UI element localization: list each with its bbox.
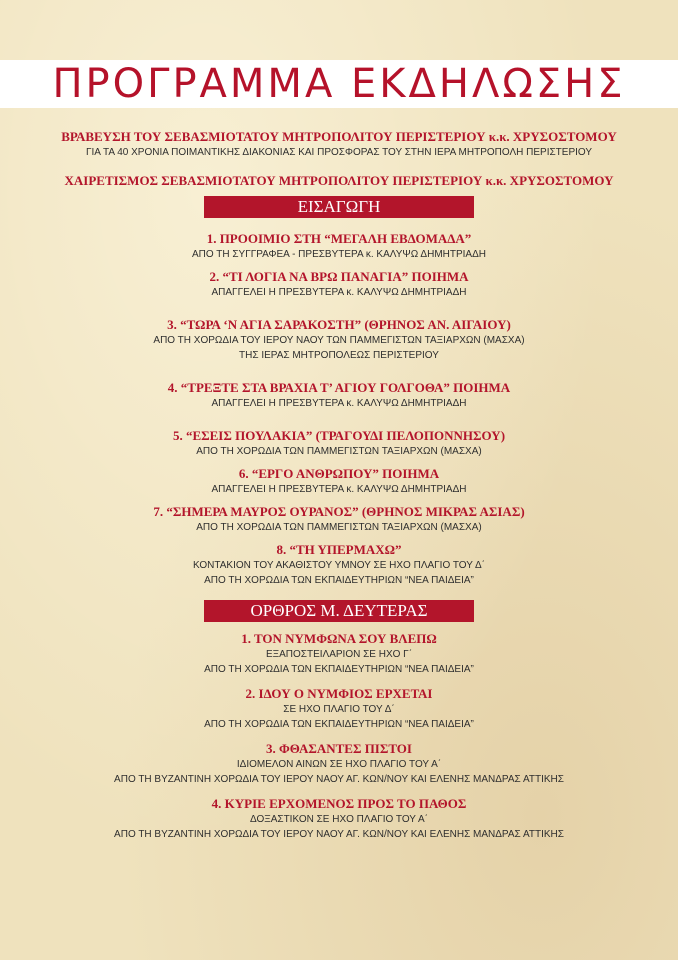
program-item (0, 427, 678, 459)
program-item (0, 740, 678, 787)
greeting-title: ΧΑΙΡΕΤΙΣΜΟΣ ΣΕΒΑΣΜΙΟΤΑΤΟΥ ΜΗΤΡΟΠΟΛΙΤΟΥ ΠΕΡΙΣΤΕΡΙΟΥ κ.κ. ΧΡΥΣΟΣΤΟΜΟΥ (64, 173, 614, 188)
section-heading: ΕΙΣΑΓΩΓΗ (204, 196, 474, 218)
item-title: 4. “ΤΡΕΞΤΕ ΣΤΑ ΒΡΑΧΙΑ Τ’ ΑΓΙΟΥ ΓΟΛΓΟΘΑ” ΠΟΙΗΜΑ (167, 380, 511, 395)
item-title: 7. “ΣΗΜΕΡΑ ΜΑΥΡΟΣ ΟΥΡΑΝΟΣ” (ΘΡΗΝΟΣ ΜΙΚΡΑΣ ΑΣΙΑΣ) (153, 504, 525, 519)
award-subtitle: ΓΙΑ ΤΑ 40 ΧΡΟΝΙΑ ΠΟΙΜΑΝΤΙΚΗΣ ΔΙΑΚΟΝΙΑΣ ΚΑΙ ΠΡΟΣΦΟΡΑΣ ΤΟΥ ΣΤΗΝ ΙΕΡΑ ΜΗΤΡΟΠΟΛΗ ΠΕΡΙΣΤΕΡΙΟΥ (85, 147, 593, 158)
program-item (0, 316, 678, 363)
item-detail: ΑΠΟ ΤΗ ΒΥΖΑΝΤΙΝΗ ΧΟΡΩΔΙΑ ΤΟΥ ΙΕΡΟΥ ΝΑΟΥ ΑΓ. ΚΩΝ/ΝΟΥ ΚΑΙ ΕΛΕΝΗΣ ΜΑΝΔΡΑΣ ΑΤΤΙΚΗΣ (114, 774, 564, 785)
item-detail: ΑΠΟ ΤΗ ΧΟΡΩΔΙΑ ΤΩΝ ΠΑΜΜΕΓΙΣΤΩΝ ΤΑΞΙΑΡΧΩΝ (ΜΑΣΧΑ) (196, 446, 482, 457)
item-detail: ΑΠΟ ΤΗ ΧΟΡΩΔΙΑ ΤΩΝ ΕΚΠΑΙΔΕΥΤΗΡΙΩΝ “ΝΕΑ ΠΑΙΔΕΙΑ” (204, 664, 474, 675)
program-item (0, 230, 678, 262)
section-introduction (0, 196, 678, 588)
item-detail: ΑΠΟ ΤΗ ΒΥΖΑΝΤΙΝΗ ΧΟΡΩΔΙΑ ΤΟΥ ΙΕΡΟΥ ΝΑΟΥ ΑΓ. ΚΩΝ/ΝΟΥ ΚΑΙ ΕΛΕΝΗΣ ΜΑΝΔΡΑΣ ΑΤΤΙΚΗΣ (114, 829, 564, 840)
item-detail: ΑΠΟ ΤΗ ΣΥΓΓΡΑΦΕΑ - ΠΡΕΣΒΥΤΕΡΑ κ. ΚΑΛΥΨΩ ΔΗΜΗΤΡΙΑΔΗ (191, 249, 487, 260)
item-title: 4. ΚΥΡΙΕ ΕΡΧΟΜΕΝΟΣ ΠΡΟΣ ΤΟ ΠΑΘΟΣ (211, 796, 467, 811)
item-title: 6. “ΕΡΓΟ ΑΝΘΡΩΠΟΥ” ΠΟΙΗΜΑ (238, 466, 440, 481)
item-detail: ΙΔΙΟΜΕΛΟΝ ΑΙΝΩΝ ΣΕ ΗΧΟ ΠΛΑΓΙΟ ΤΟΥ Α΄ (236, 759, 442, 770)
item-title: 2. ΙΔΟΥ Ο ΝΥΜΦΙΟΣ ΕΡΧΕΤΑΙ (245, 686, 433, 701)
item-detail: ΑΠΑΓΓΕΛΕΙ Η ΠΡΕΣΒΥΤΕΡΑ κ. ΚΑΛΥΨΩ ΔΗΜΗΤΡΙΑΔΗ (211, 484, 467, 495)
item-detail: ΑΠΑΓΓΕΛΕΙ Η ΠΡΕΣΒΥΤΕΡΑ κ. ΚΑΛΥΨΩ ΔΗΜΗΤΡΙΑΔΗ (211, 287, 467, 298)
item-detail: ΑΠΟ ΤΗ ΧΟΡΩΔΙΑ ΤΩΝ ΠΑΜΜΕΓΙΣΤΩΝ ΤΑΞΙΑΡΧΩΝ (ΜΑΣΧΑ) (196, 522, 482, 533)
item-detail: ΕΞΑΠΟΣΤΕΙΛΑΡΙΟΝ ΣΕ ΗΧΟ Γ΄ (265, 649, 413, 660)
program-content (0, 128, 678, 842)
program-item (0, 379, 678, 411)
item-detail: ΑΠΑΓΓΕΛΕΙ Η ΠΡΕΣΒΥΤΕΡΑ κ. ΚΑΛΥΨΩ ΔΗΜΗΤΡΙΑΔΗ (211, 398, 467, 409)
section-matins (0, 600, 678, 842)
program-item (0, 268, 678, 300)
award-title: ΒΡΑΒΕΥΣΗ ΤΟΥ ΣΕΒΑΣΜΙΟΤΑΤΟΥ ΜΗΤΡΟΠΟΛΙΤΟΥ ΠΕΡΙΣΤΕΡΙΟΥ κ.κ. ΧΡΥΣΟΣΤΟΜΟΥ (61, 129, 617, 144)
item-detail: ΚΟΝΤΑΚΙΟΝ ΤΟΥ ΑΚΑΘΙΣΤΟΥ ΥΜΝΟΥ ΣΕ ΗΧΟ ΠΛΑΓΙΟ ΤΟΥ Δ΄ (193, 560, 485, 571)
program-item (0, 465, 678, 497)
item-title: 1. ΤΟΝ ΝΥΜΦΩΝΑ ΣΟΥ ΒΛΕΠΩ (241, 631, 437, 646)
title-band (0, 60, 678, 108)
program-item (0, 795, 678, 842)
item-detail: ΑΠΟ ΤΗ ΧΟΡΩΔΙΑ ΤΩΝ ΕΚΠΑΙΔΕΥΤΗΡΙΩΝ “ΝΕΑ ΠΑΙΔΕΙΑ” (204, 575, 474, 586)
program-item (0, 541, 678, 588)
item-title: 3. ΦΘΑΣΑΝΤΕΣ ΠΙΣΤΟΙ (266, 741, 412, 756)
item-detail: ΔΟΞΑΣΤΙΚΟΝ ΣΕ ΗΧΟ ΠΛΑΓΙΟ ΤΟΥ Α΄ (249, 814, 429, 825)
item-detail: ΣΕ ΗΧΟ ΠΛΑΓΙΟ ΤΟΥ Δ΄ (283, 704, 395, 715)
item-detail: ΑΠΟ ΤΗ ΧΟΡΩΔΙΑ ΤΟΥ ΙΕΡΟΥ ΝΑΟΥ ΤΩΝ ΠΑΜΜΕΓΙΣΤΩΝ ΤΑΞΙΑΡΧΩΝ (ΜΑΣΧΑ) (153, 335, 525, 346)
program-item (0, 630, 678, 677)
item-title: 8. “ΤΗ ΥΠΕΡΜΑΧΩ” (276, 542, 402, 557)
item-detail: ΑΠΟ ΤΗ ΧΟΡΩΔΙΑ ΤΩΝ ΕΚΠΑΙΔΕΥΤΗΡΙΩΝ “ΝΕΑ ΠΑΙΔΕΙΑ” (204, 719, 474, 730)
item-detail: ΤΗΣ ΙΕΡΑΣ ΜΗΤΡΟΠΟΛΕΩΣ ΠΕΡΙΣΤΕΡΙΟΥ (239, 350, 439, 361)
page-title: ΠΡΟΓΡΑΜΜΑ ΕΚΔΗΛΩΣΗΣ (52, 61, 626, 107)
program-item (0, 685, 678, 732)
program-item (0, 503, 678, 535)
item-title: 2. “ΤΙ ΛΟΓΙΑ ΝΑ ΒΡΩ ΠΑΝΑΓΙΑ” ΠΟΙΗΜΑ (209, 269, 469, 284)
section-heading: ΟΡΘΡΟΣ Μ. ΔΕΥΤΕΡΑΣ (204, 600, 474, 622)
item-title: 5. “ΕΣΕΙΣ ΠΟΥΛΑΚΙΑ” (ΤΡΑΓΟΥΔΙ ΠΕΛΟΠΟΝΝΗΣΟΥ) (172, 428, 506, 443)
item-title: 3. “ΤΩΡΑ ‘Ν ΑΓΙΑ ΣΑΡΑΚΟΣΤΗ” (ΘΡΗΝΟΣ ΑΝ. ΑΙΓΑΙΟΥ) (167, 317, 511, 332)
item-title: 1. ΠΡΟΟΙΜΙΟ ΣΤΗ “ΜΕΓΑΛΗ ΕΒΔΟΜΑΔΑ” (206, 231, 472, 246)
